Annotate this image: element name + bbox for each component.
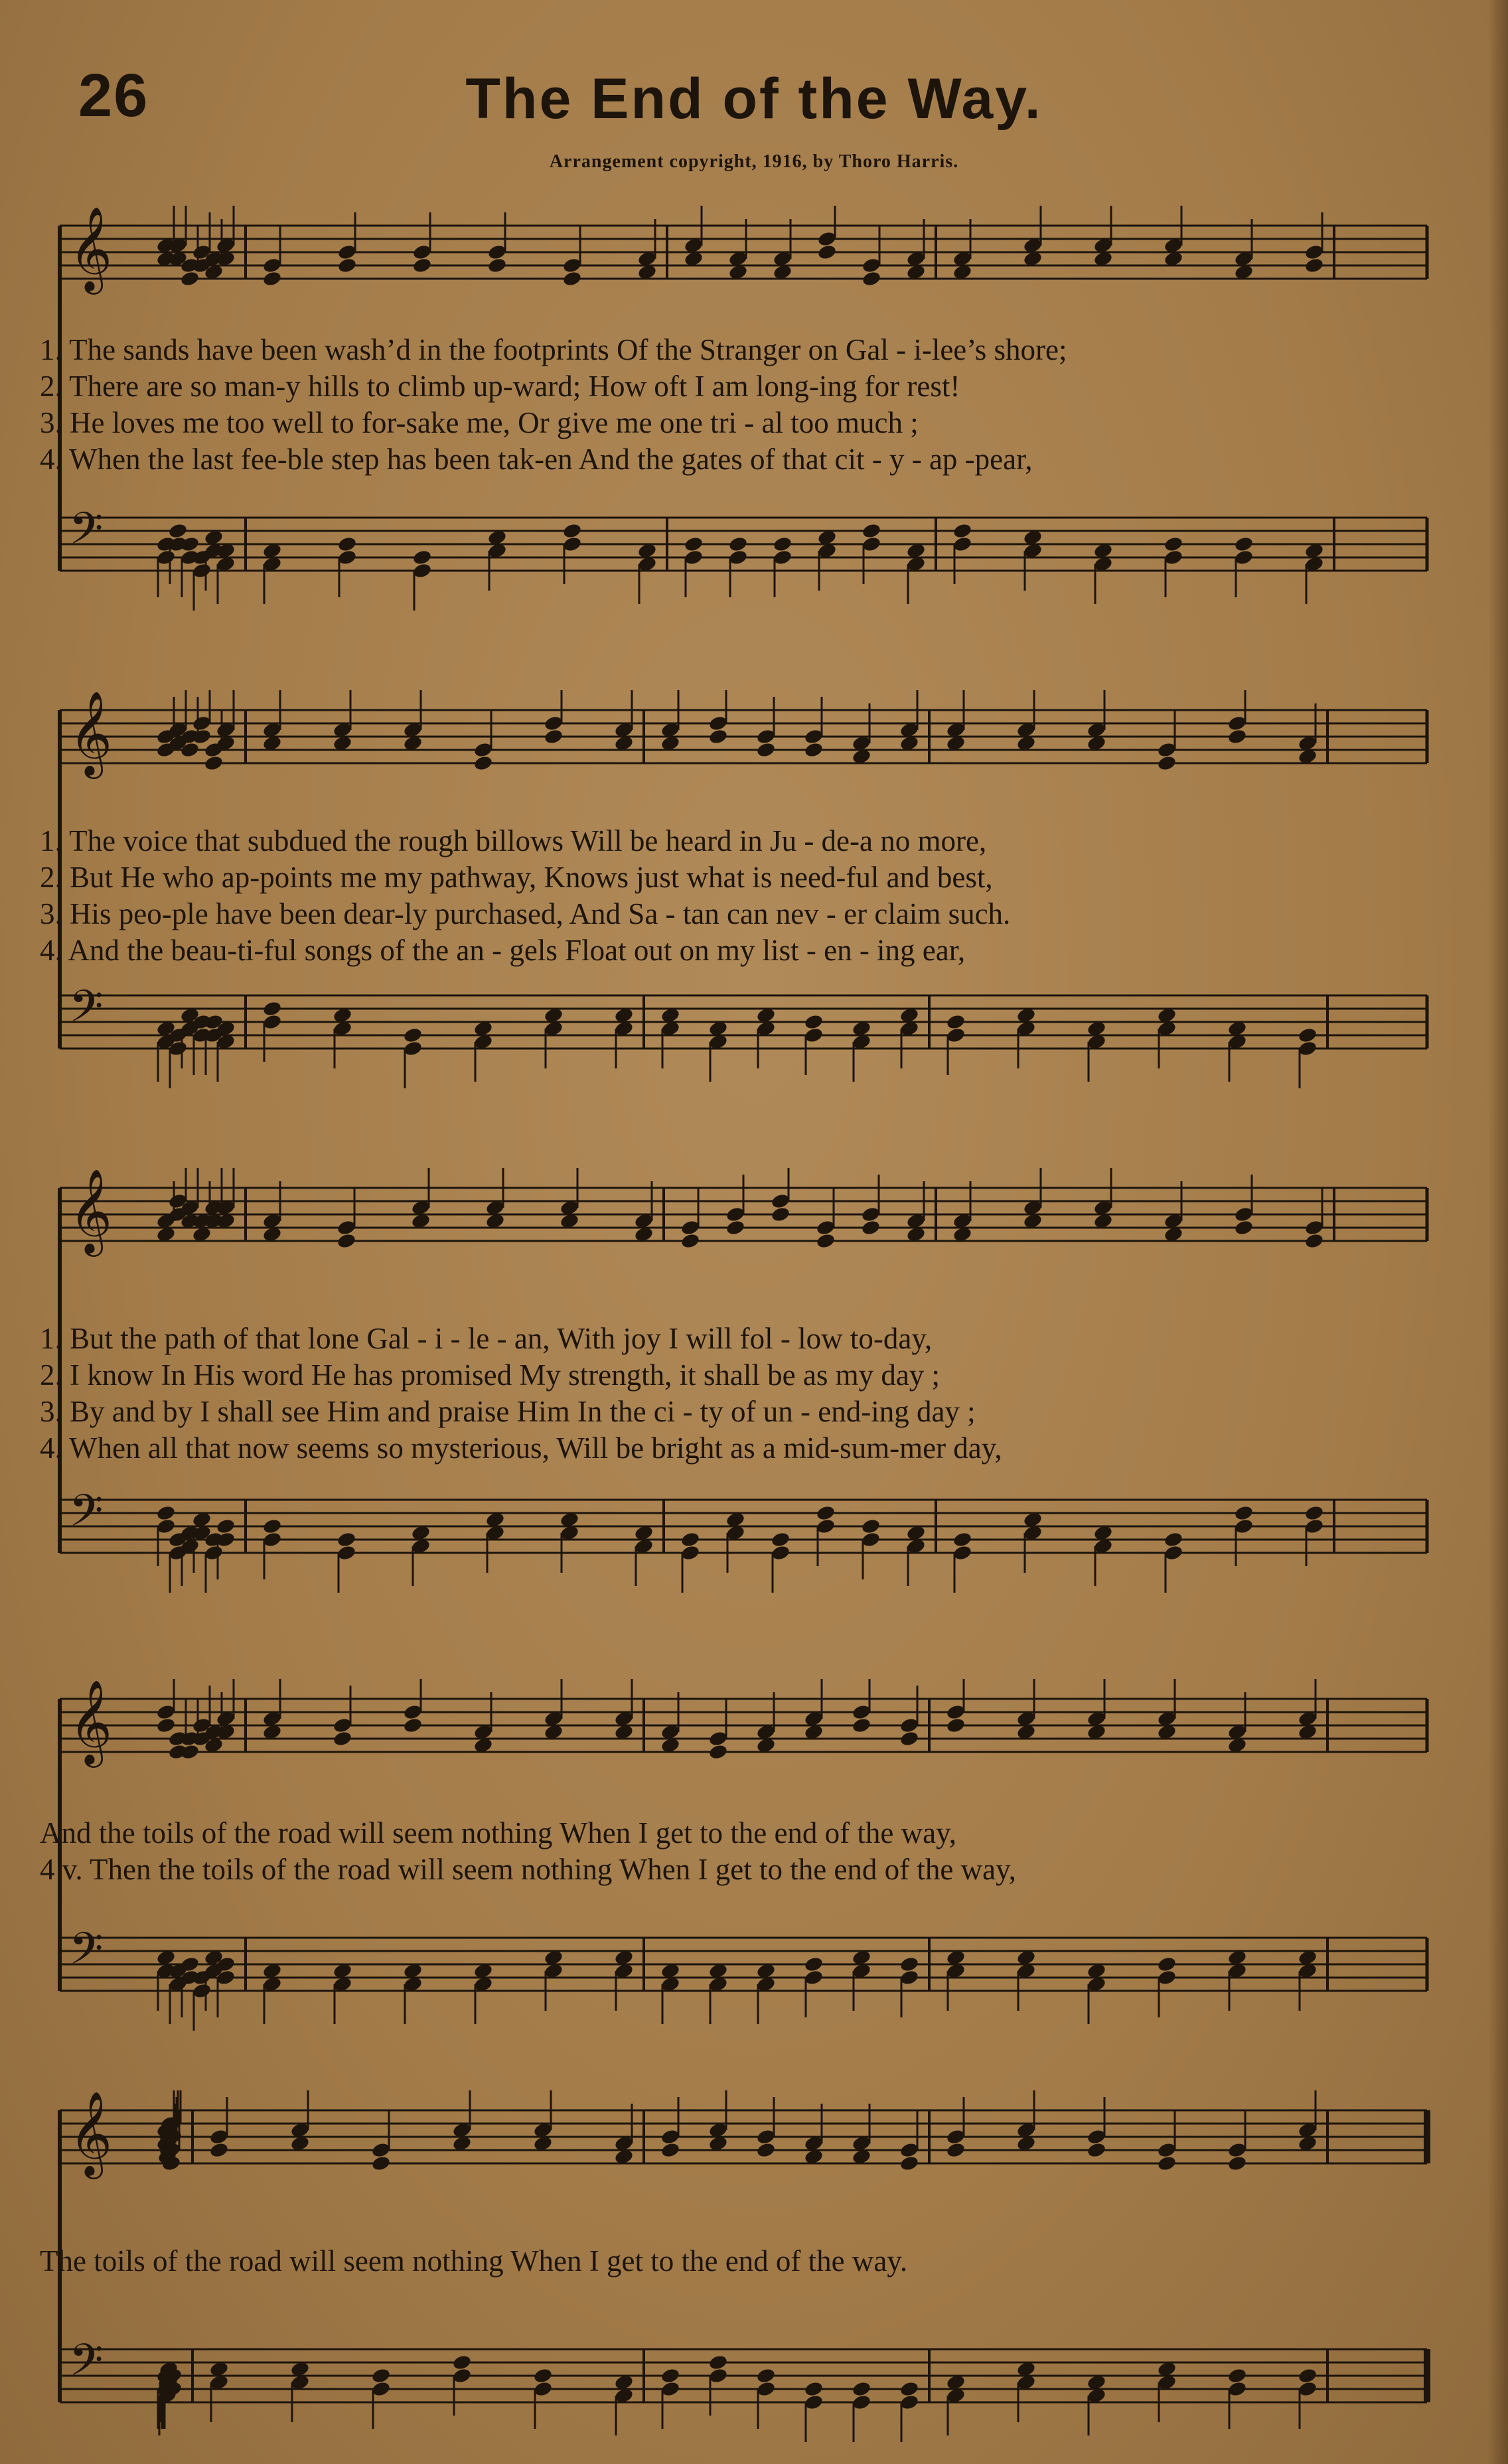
- lyric-line: 2. But He who ap-points me my pathway, Knows just what is need-ful and best,: [40, 861, 993, 894]
- note-head: [1157, 2155, 1177, 2172]
- note-head: [804, 741, 824, 759]
- note-head: [756, 2367, 777, 2384]
- note-head: [946, 1013, 966, 1031]
- note-head: [1298, 2367, 1318, 2384]
- treble-clef-icon: 𝄞: [69, 1168, 113, 1253]
- note-head: [816, 1504, 836, 1522]
- note-head: [333, 1730, 353, 1747]
- note-head: [156, 1717, 177, 1734]
- note-head: [771, 1206, 791, 1223]
- note-head: [852, 2380, 872, 2398]
- bass-clef-icon: 𝄢: [69, 981, 104, 1043]
- note-head: [262, 270, 283, 287]
- note-head: [371, 2155, 392, 2172]
- lyric-line: 3. His peo-ple have been dear-ly purchased, And Sa - tan can nev - er claim such.: [40, 897, 1011, 930]
- note-head: [168, 522, 188, 540]
- note-head: [1304, 1232, 1325, 1250]
- note-head: [209, 2141, 230, 2159]
- hymn-number: 26: [78, 62, 149, 129]
- note-head: [1227, 2155, 1248, 2172]
- note-head: [817, 244, 838, 261]
- note-head: [756, 2141, 777, 2159]
- note-head: [708, 2354, 729, 2371]
- note-head: [1157, 1956, 1177, 1973]
- note-head: [862, 522, 882, 540]
- note-head: [756, 741, 777, 759]
- bass-clef-icon: 𝄢: [69, 2335, 104, 2396]
- note-head: [562, 270, 583, 287]
- note-head: [1234, 1504, 1254, 1522]
- lyric-line: The toils of the road will seem nothing When I get to the end of the way.: [40, 2244, 908, 2278]
- note-head: [1227, 2367, 1248, 2384]
- copyright-notice: Arrangement copyright, 1916, by Thoro Harris.: [549, 151, 959, 172]
- note-head: [708, 728, 729, 745]
- note-head: [403, 1717, 423, 1734]
- note-head: [861, 1518, 881, 1535]
- treble-clef-icon: 𝄞: [69, 1679, 113, 1764]
- note-head: [708, 1743, 729, 1761]
- treble-clef-icon: 𝄞: [69, 2090, 113, 2175]
- note-head: [262, 1000, 283, 1017]
- lyric-line: 3. By and by I shall see Him and praise Him In the ci - ty of un - end-ing day ;: [40, 1395, 976, 1428]
- note-head: [728, 536, 749, 553]
- note-head: [562, 522, 583, 540]
- note-head: [952, 522, 973, 540]
- note-head: [1087, 2141, 1107, 2159]
- note-head: [337, 1531, 357, 1548]
- lyric-line: 4 v. Then the toils of the road will seem nothing When I get to the end of the way,: [40, 1853, 1016, 1886]
- bass-clef-icon: 𝄢: [69, 503, 104, 565]
- lyric-line: And the toils of the road will seem nothing When I get to the end of the way,: [40, 1816, 956, 1849]
- lyric-line: 4. When all that now seems so mysterious, Will be bright as a mid-sum-mer day,: [40, 1431, 1002, 1465]
- note-head: [544, 728, 564, 745]
- note-head: [725, 1219, 746, 1236]
- note-head: [1298, 1027, 1318, 1044]
- note-head: [952, 1531, 973, 1548]
- treble-clef-icon: 𝄞: [69, 206, 113, 291]
- note-head: [899, 1956, 920, 1973]
- note-head: [804, 1013, 824, 1031]
- note-head: [816, 1232, 836, 1250]
- lyric-line: 1. The voice that subdued the rough billows Will be heard in Ju - de-a no more,: [40, 824, 987, 857]
- lyric-line: 2. There are so man-y hills to climb up-ward; How oft I am long-ing for rest!: [40, 370, 960, 403]
- note-head: [946, 1717, 966, 1734]
- note-head: [1304, 257, 1325, 274]
- note-head: [337, 536, 358, 553]
- note-head: [684, 536, 704, 553]
- note-head: [1157, 755, 1177, 772]
- bass-clef-icon: 𝄢: [69, 1923, 104, 1985]
- note-head: [771, 1531, 791, 1548]
- note-head: [680, 1531, 701, 1548]
- lyric-line: 1. But the path of that lone Gal - i - le - an, With joy I will fol - low to-day,: [40, 1322, 933, 1355]
- note-head: [1234, 1219, 1254, 1236]
- note-head: [773, 536, 793, 553]
- note-head: [862, 270, 882, 287]
- note-head: [1164, 1531, 1184, 1548]
- note-head: [1227, 728, 1248, 745]
- treble-clef-icon: 𝄞: [69, 690, 113, 775]
- note-head: [487, 257, 508, 274]
- note-head: [899, 1730, 920, 1747]
- note-head: [680, 1232, 701, 1250]
- note-head: [852, 1717, 872, 1734]
- note-head: [180, 1743, 200, 1761]
- page-edge-shadow: [1488, 0, 1508, 2464]
- note-head: [412, 549, 433, 566]
- note-head: [412, 257, 433, 274]
- note-head: [473, 755, 494, 772]
- note-head: [262, 1518, 283, 1535]
- note-head: [337, 1232, 357, 1250]
- note-head: [1234, 536, 1254, 553]
- hymn-title: The End of the Way.: [465, 67, 1043, 131]
- bass-clef-icon: 𝄢: [69, 1485, 104, 1547]
- note-head: [804, 2380, 824, 2398]
- note-head: [156, 1504, 177, 1522]
- note-head: [660, 2367, 681, 2384]
- note-head: [804, 1956, 824, 1973]
- note-head: [452, 2354, 473, 2371]
- note-head: [371, 2367, 392, 2384]
- note-head: [533, 2367, 554, 2384]
- note-head: [216, 1518, 236, 1535]
- lyric-line: 2. I know In His word He has promised My strength, it shall be as my day ;: [40, 1358, 941, 1392]
- lyric-line: 3. He loves me too well to for-sake me, Or give me one tri - al too much ;: [40, 406, 919, 439]
- note-head: [192, 728, 212, 745]
- lyric-line: 1. The sands have been wash’d in the footprints Of the Stranger on Gal - i-lee’s shore;: [40, 333, 1067, 366]
- note-head: [337, 257, 358, 274]
- note-head: [861, 1219, 881, 1236]
- lyric-line: 4. When the last fee-ble step has been tak-en And the gates of that cit - y - ap -pear,: [40, 443, 1033, 476]
- note-head: [403, 1027, 423, 1044]
- note-head: [1304, 1504, 1325, 1522]
- lyric-line: 4. And the beau-ti-ful songs of the an - gels Float out on my list - en - ing ear,: [40, 934, 966, 967]
- note-head: [1164, 536, 1184, 553]
- note-head: [660, 2141, 681, 2159]
- note-head: [180, 536, 200, 553]
- note-head: [899, 2155, 920, 2172]
- note-head: [899, 2380, 920, 2398]
- note-head: [946, 2141, 966, 2159]
- note-head: [204, 755, 224, 772]
- note-head: [180, 270, 200, 287]
